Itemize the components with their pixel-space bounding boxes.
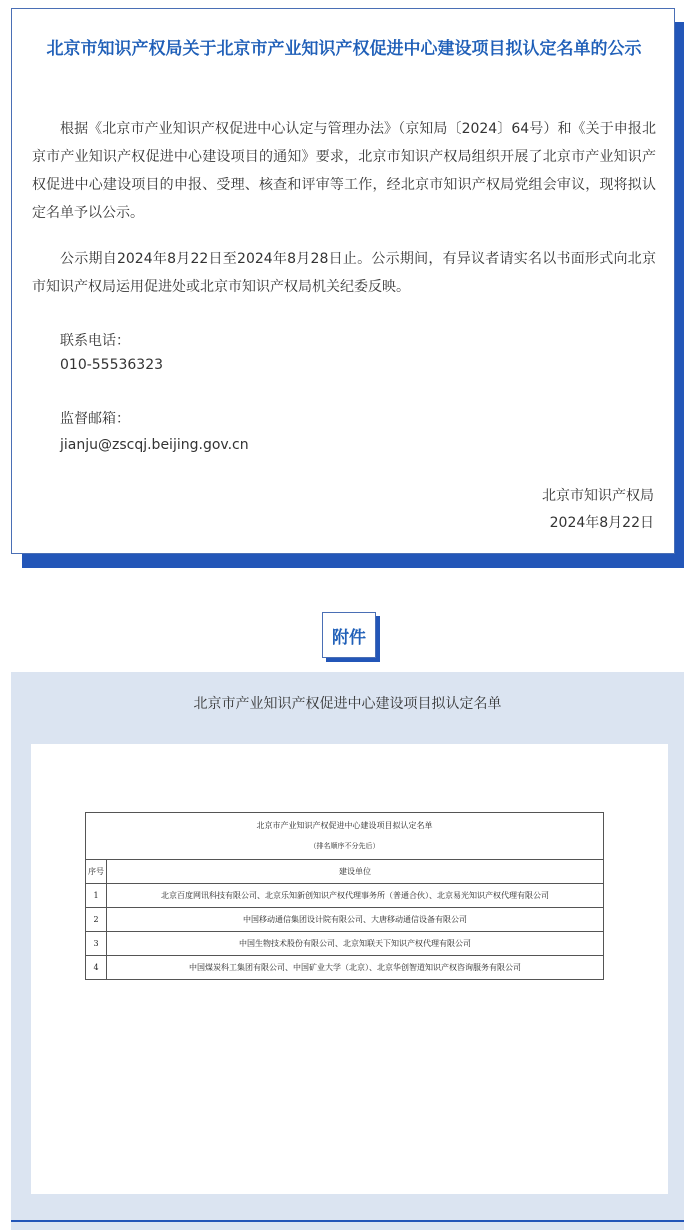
- approved-list-table: [85, 812, 604, 980]
- row-no: 2: [86, 908, 107, 932]
- attachment-document-image: [31, 744, 668, 1194]
- row-unit: 中国生物技术股份有限公司、北京知联天下知识产权代理有限公司: [107, 932, 604, 956]
- email-label: 监督邮箱：: [60, 411, 130, 427]
- attachment-panel: [11, 672, 684, 1230]
- phone-number: 010-55536323: [60, 357, 164, 373]
- table-header: [86, 813, 604, 860]
- row-no: 1: [86, 884, 107, 908]
- row-no: 4: [86, 956, 107, 980]
- notice-paragraph-2: 公示期自2024年8月22日至2024年8月28日止。公示期间，有异议者请实名以书面形式向北京市知识产权局运用促进处或北京市知识产权局机关纪委反映。: [32, 251, 656, 295]
- phone-label: 联系电话：: [60, 333, 130, 349]
- column-header-unit: 建设单位: [107, 860, 604, 884]
- table-row: [86, 956, 604, 980]
- row-no: 3: [86, 932, 107, 956]
- notice-card: [11, 8, 675, 554]
- table-subtitle: （排名顺序不分先后）: [309, 842, 380, 850]
- email-address: jianju@zscqj.beijing.gov.cn: [60, 437, 249, 453]
- column-header-no: 序号: [86, 860, 107, 884]
- row-unit: 中国移动通信集团设计院有限公司、大唐移动通信设备有限公司: [107, 908, 604, 932]
- attachment-label: 附件: [322, 612, 376, 658]
- row-unit: 北京百度网讯科技有限公司、北京乐知新创知识产权代理事务所（普通合伙）、北京易光知识产权代理有限公司: [107, 884, 604, 908]
- signature-org: 北京市知识产权局: [542, 488, 654, 504]
- row-unit: 中国煤炭科工集团有限公司、中国矿业大学（北京）、北京华创智道知识产权咨询服务有限公司: [107, 956, 604, 980]
- bottom-divider: [11, 1220, 684, 1222]
- notice-paragraph-1: 根据《北京市产业知识产权促进中心认定与管理办法》（京知局〔2024〕64号）和《关于申报北京市产业知识产权促进中心建设项目的通知》要求，北京市知识产权局组织开展了北京市产业知识产权促进中心建设项目的申报、受理、核查和评审等工作，经北京市知识产权局党组会审议，现将拟认定名单予以公示。: [32, 121, 656, 221]
- signature-date: 2024年8月22日: [549, 515, 654, 531]
- notice-title: 北京市知识产权局关于北京市产业知识产权促进中心建设项目拟认定名单的公示: [46, 39, 642, 59]
- table-title: 北京市产业知识产权促进中心建设项目拟认定名单: [256, 821, 433, 830]
- table-row: [86, 932, 604, 956]
- table-row: [86, 908, 604, 932]
- attachment-panel-title: 北京市产业知识产权促进中心建设项目拟认定名单: [193, 696, 502, 712]
- table-row: [86, 884, 604, 908]
